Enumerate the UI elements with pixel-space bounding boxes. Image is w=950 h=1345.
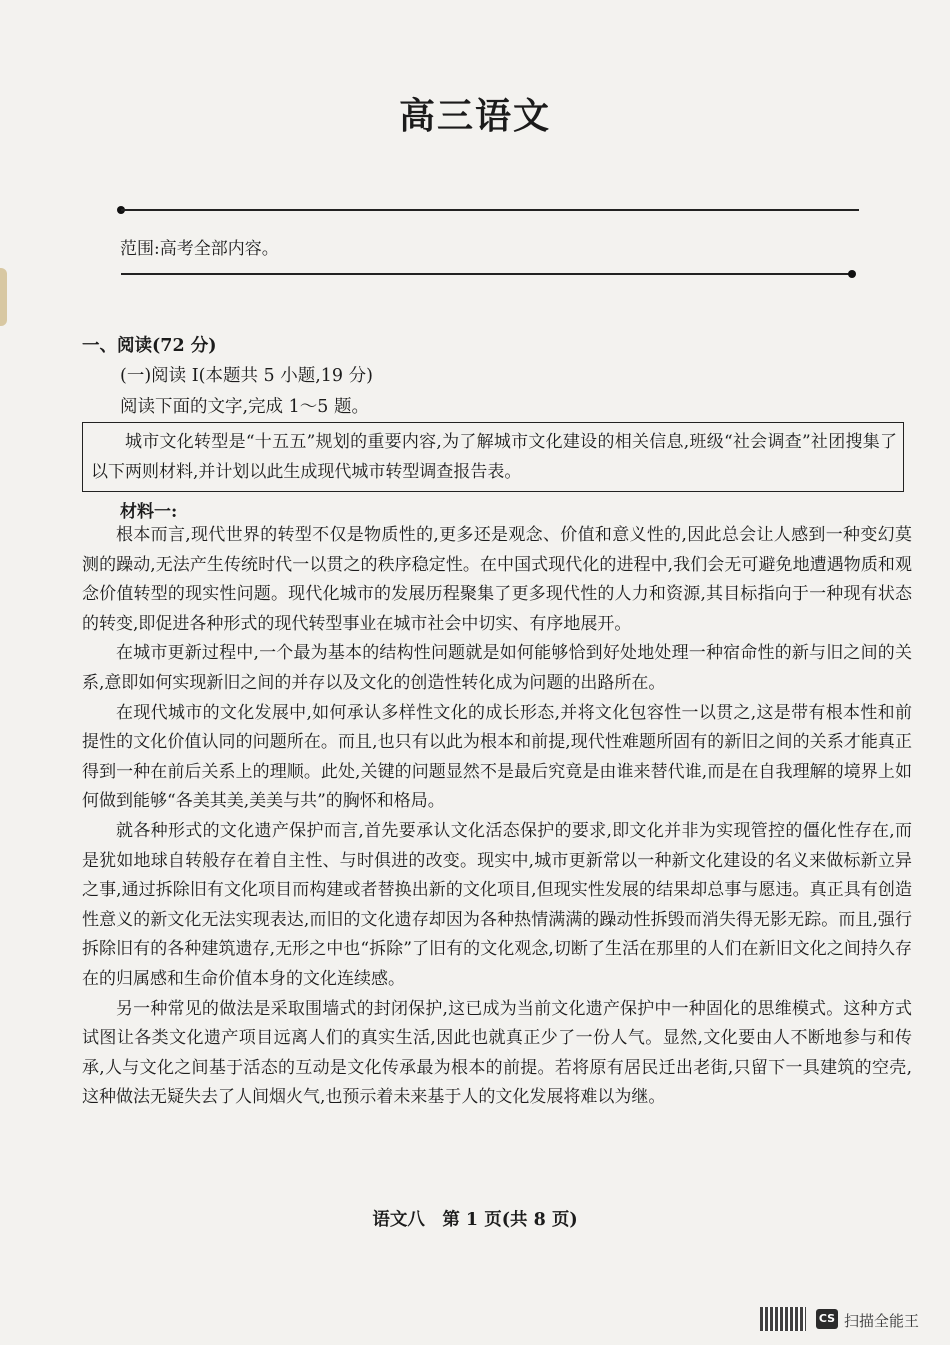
paragraph: 另一种常见的做法是采取围墙式的封闭保护,这已成为当前文化遗产保护中一种固化的思维模式。这种方式试图让各类文化遗产项目远离人们的真实生活,因此也就真正少了一份人气。显然,文化要由人不断地参与和传承,人与文化之间基于活态的互动是文化传承最为根本的前提。若将原有居民迁出老街,只留下一具建筑的空壳,这种做法无疑失去了人间烟火气,也预示着未来基于人的文化发展将难以为继。 [82,998,912,1108]
scanner-logo-icon: CS [816,1309,838,1329]
paragraph: 根本而言,现代世界的转型不仅是物质性的,更多还是观念、价值和意义性的,因此总会让人感到一种变幻莫测的躁动,无法产生传统时代一以贯之的秩序稳定性。在中国式现代化的进程中,我们会无可避免地遭遇物质和观念价值转型的现实性问题。现代化城市的发展历程聚集了更多现代性的人力和资源,其目标指向于一种现有状态的转变,即促进各种形式的现代转型事业在城市社会中切实、有序地展开。 [82,525,912,634]
paragraph: 在现代城市的文化发展中,如何承认多样性文化的成长形态,并将文化包容性一以贯之,这是带有根本性和前提性的文化价值认同的问题所在。而且,也只有以此为根本和前提,现代性难题所固有的新旧之间的关系才能真正得到一种在前后关系上的理顺。此处,关键的问题显然不是最后究竟是由谁来替代谁,而是在自我理解的境界上如何做到能够“各美其美,美美与共”的胸怀和格局。 [82,702,912,812]
binding-edge-mark [0,268,7,326]
qr-code-icon [760,1307,806,1331]
paragraph: 在城市更新过程中,一个最为基本的结构性问题就是如何能够恰到好处地处理一种宿命性的新与旧之间的关系,意即如何实现新旧之间的并存以及文化的创造性转化成为问题的出路所在。 [82,643,912,693]
material-text [82,521,912,1113]
rule-dot-right [848,270,856,278]
paragraph: 就各种形式的文化遗产保护而言,首先要承认文化活态保护的要求,即文化并非为实现管控的僵化性存在,而是犹如地球自转般存在着自主性、与时俱进的改变。现实中,城市更新常以一种新文化建设的名义来做标新立异之事,通过拆除旧有文化项目而构建或者替换出新的文化项目,但现实性发展的结果却总事与愿违。真正具有创造性意义的新文化无法实现表达,而旧的文化遗存却因为各种热情满满的躁动性拆毁而消失得无影无踪。而且,强行拆除旧有的各种建筑遗存,无形之中也“拆除”了旧有的文化观念,切断了生活在那里的人们在新旧文化之间持久存在的归属感和生命价值本身的文化连续感。 [82,820,912,989]
top-divider [121,209,859,211]
page-title: 高三语文 [398,96,551,137]
scanner-watermark: 扫描全能王 [844,1312,920,1330]
bottom-divider [121,273,851,275]
intro-box: 城市文化转型是“十五五”规划的重要内容,为了解城市文化建设的相关信息,班级“社会调查”社团搜集了以下两则材料,并计划以此生成现代城市转型调查报告表。 [82,422,904,492]
reading-instruction: 阅读下面的文字,完成 1～5 题。 [120,397,369,417]
page-footer: 语文八 第 1 页(共 8 页) [372,1210,578,1230]
exam-scope: 范围:高考全部内容。 [120,239,279,259]
section-heading: 一、阅读(72 分) [82,336,217,356]
material-label: 材料一: [120,502,178,522]
subsection-heading: (一)阅读 I(本题共 5 小题,19 分) [120,366,373,386]
